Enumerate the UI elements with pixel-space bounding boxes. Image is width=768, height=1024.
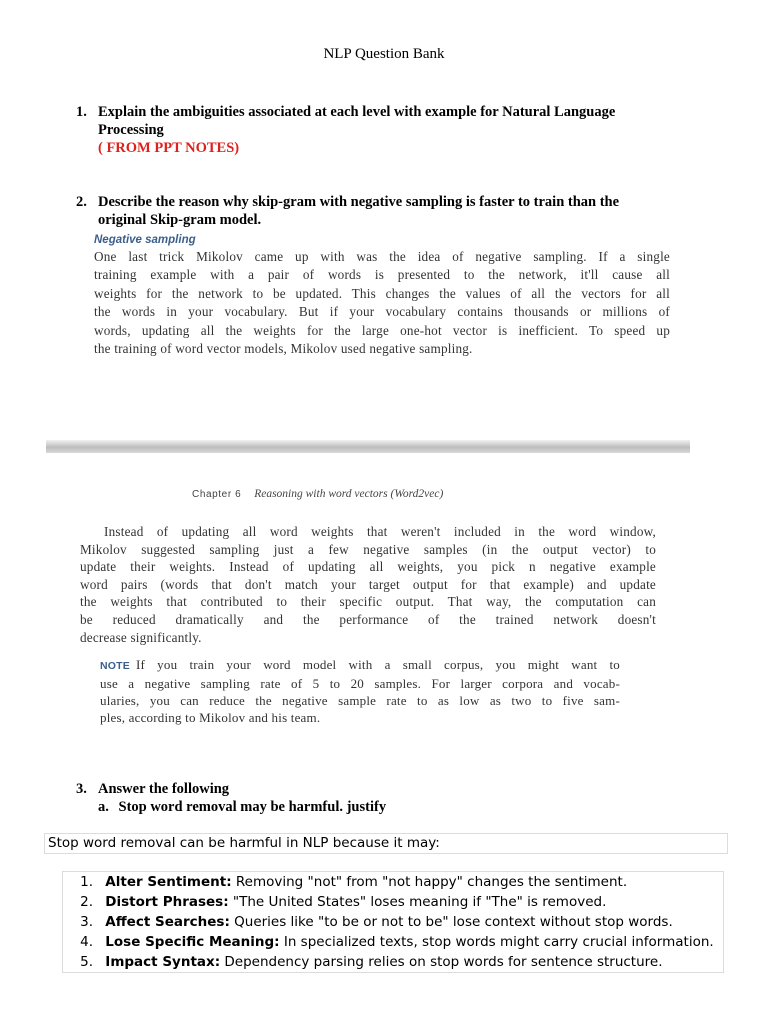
item-term: Distort Phrases: <box>105 894 229 910</box>
item-number: 3. <box>80 914 93 930</box>
chapter-label: Chapter 6 <box>192 489 242 500</box>
list-item <box>63 912 673 932</box>
excerpt-line: decrease significantly. <box>80 629 202 645</box>
source-note: ( FROM PPT NOTES) <box>98 140 240 156</box>
question-text-line: original Skip-gram model. <box>98 212 262 228</box>
question-text-line: Answer the following <box>98 781 230 797</box>
answer-list <box>62 871 724 973</box>
question-text-line: Describe the reason why skip-gram with negative sampling is faster to train than the <box>98 194 620 210</box>
excerpt-line: the weights that contributed to their specific output. That way, the computation can <box>80 594 656 610</box>
sub-question <box>98 798 678 816</box>
item-description: Dependency parsing relies on stop words for sentence structure. <box>220 954 663 970</box>
note-paragraph <box>100 656 620 726</box>
sub-question-text: Stop word removal may be harmful. justify <box>118 799 387 815</box>
note-line: ples, according to Mikolov and his team. <box>100 710 321 725</box>
question-2 <box>76 193 696 231</box>
question-text-line: Processing <box>98 122 164 138</box>
excerpt-heading: Negative sampling <box>94 234 196 246</box>
excerpt-line: training example with a pair of words is presented to the network, it'll cause all <box>94 267 670 283</box>
list-item <box>63 892 606 912</box>
excerpt-line: be reduced dramatically and the performance of the trained network doesn't <box>80 611 656 627</box>
note-line: use a negative sampling rate of 5 to 20 samples. For larger corpora and vocab- <box>100 676 620 691</box>
item-number: 5. <box>80 954 93 970</box>
item-number: 4. <box>80 934 93 950</box>
item-number: 2. <box>80 894 93 910</box>
page-title: NLP Question Bank <box>323 46 445 62</box>
question-number: 1. <box>76 104 87 120</box>
excerpt-line: words, updating all the weights for the large one-hot vector is inefficient. To speed up <box>94 322 670 338</box>
excerpt-line: the words in your vocabulary. But if your vocabulary contains thousands or millions of <box>94 304 670 320</box>
question-1 <box>76 103 696 159</box>
excerpt-line: weights for the network to be updated. This changes the values of all the vectors for all <box>94 285 670 301</box>
item-term: Lose Specific Meaning: <box>105 934 280 950</box>
list-item <box>63 932 714 952</box>
item-term: Impact Syntax: <box>105 954 221 970</box>
excerpt-line: Instead of updating all word weights that weren't included in the word window, <box>104 524 656 539</box>
chapter-title: Reasoning with word vectors (Word2vec) <box>254 488 444 500</box>
item-description: Queries like "to be or not to be" lose context without stop words. <box>229 914 673 930</box>
page-separator <box>46 440 690 453</box>
excerpt-line: update their weights. Instead of updating all weights, you pick n negative example <box>80 559 656 575</box>
sub-question-letter: a. <box>98 799 109 815</box>
note-line: If you train your word model with a small corpus, you might want to <box>135 657 620 672</box>
chapter-header <box>192 488 443 500</box>
note-label: NOTE <box>100 660 130 672</box>
item-description: "The United States" loses meaning if "The" is removed. <box>228 894 607 910</box>
question-3 <box>76 780 696 818</box>
excerpt-paragraph <box>80 523 656 646</box>
item-term: Alter Sentiment: <box>105 874 232 890</box>
item-term: Affect Searches: <box>105 914 230 930</box>
excerpt-line: word pairs (words that don't match your target output for that example) and update <box>80 576 656 592</box>
question-number: 3. <box>76 781 87 797</box>
note-line: ularies, you can reduce the negative sample rate to as low as two to five sam- <box>100 693 620 708</box>
excerpt-line: Mikolov suggested sampling just a few negative samples (in the output vector) to <box>80 541 656 557</box>
list-item <box>63 952 663 972</box>
excerpt-paragraph <box>94 248 670 358</box>
list-item <box>63 872 627 892</box>
item-description: Removing "not" from "not happy" changes the sentiment. <box>231 874 628 890</box>
excerpt-line: the training of word vector models, Mikolov used negative sampling. <box>94 341 473 357</box>
question-number: 2. <box>76 194 87 210</box>
question-text-line: Explain the ambiguities associated at each level with example for Natural Language <box>98 104 616 120</box>
item-number: 1. <box>80 874 93 890</box>
answer-intro: Stop word removal can be harmful in NLP because it may: <box>44 833 728 854</box>
excerpt-line: One last trick Mikolov came up with was the idea of negative sampling. If a single <box>94 249 670 264</box>
item-description: In specialized texts, stop words might carry crucial information. <box>279 934 714 950</box>
